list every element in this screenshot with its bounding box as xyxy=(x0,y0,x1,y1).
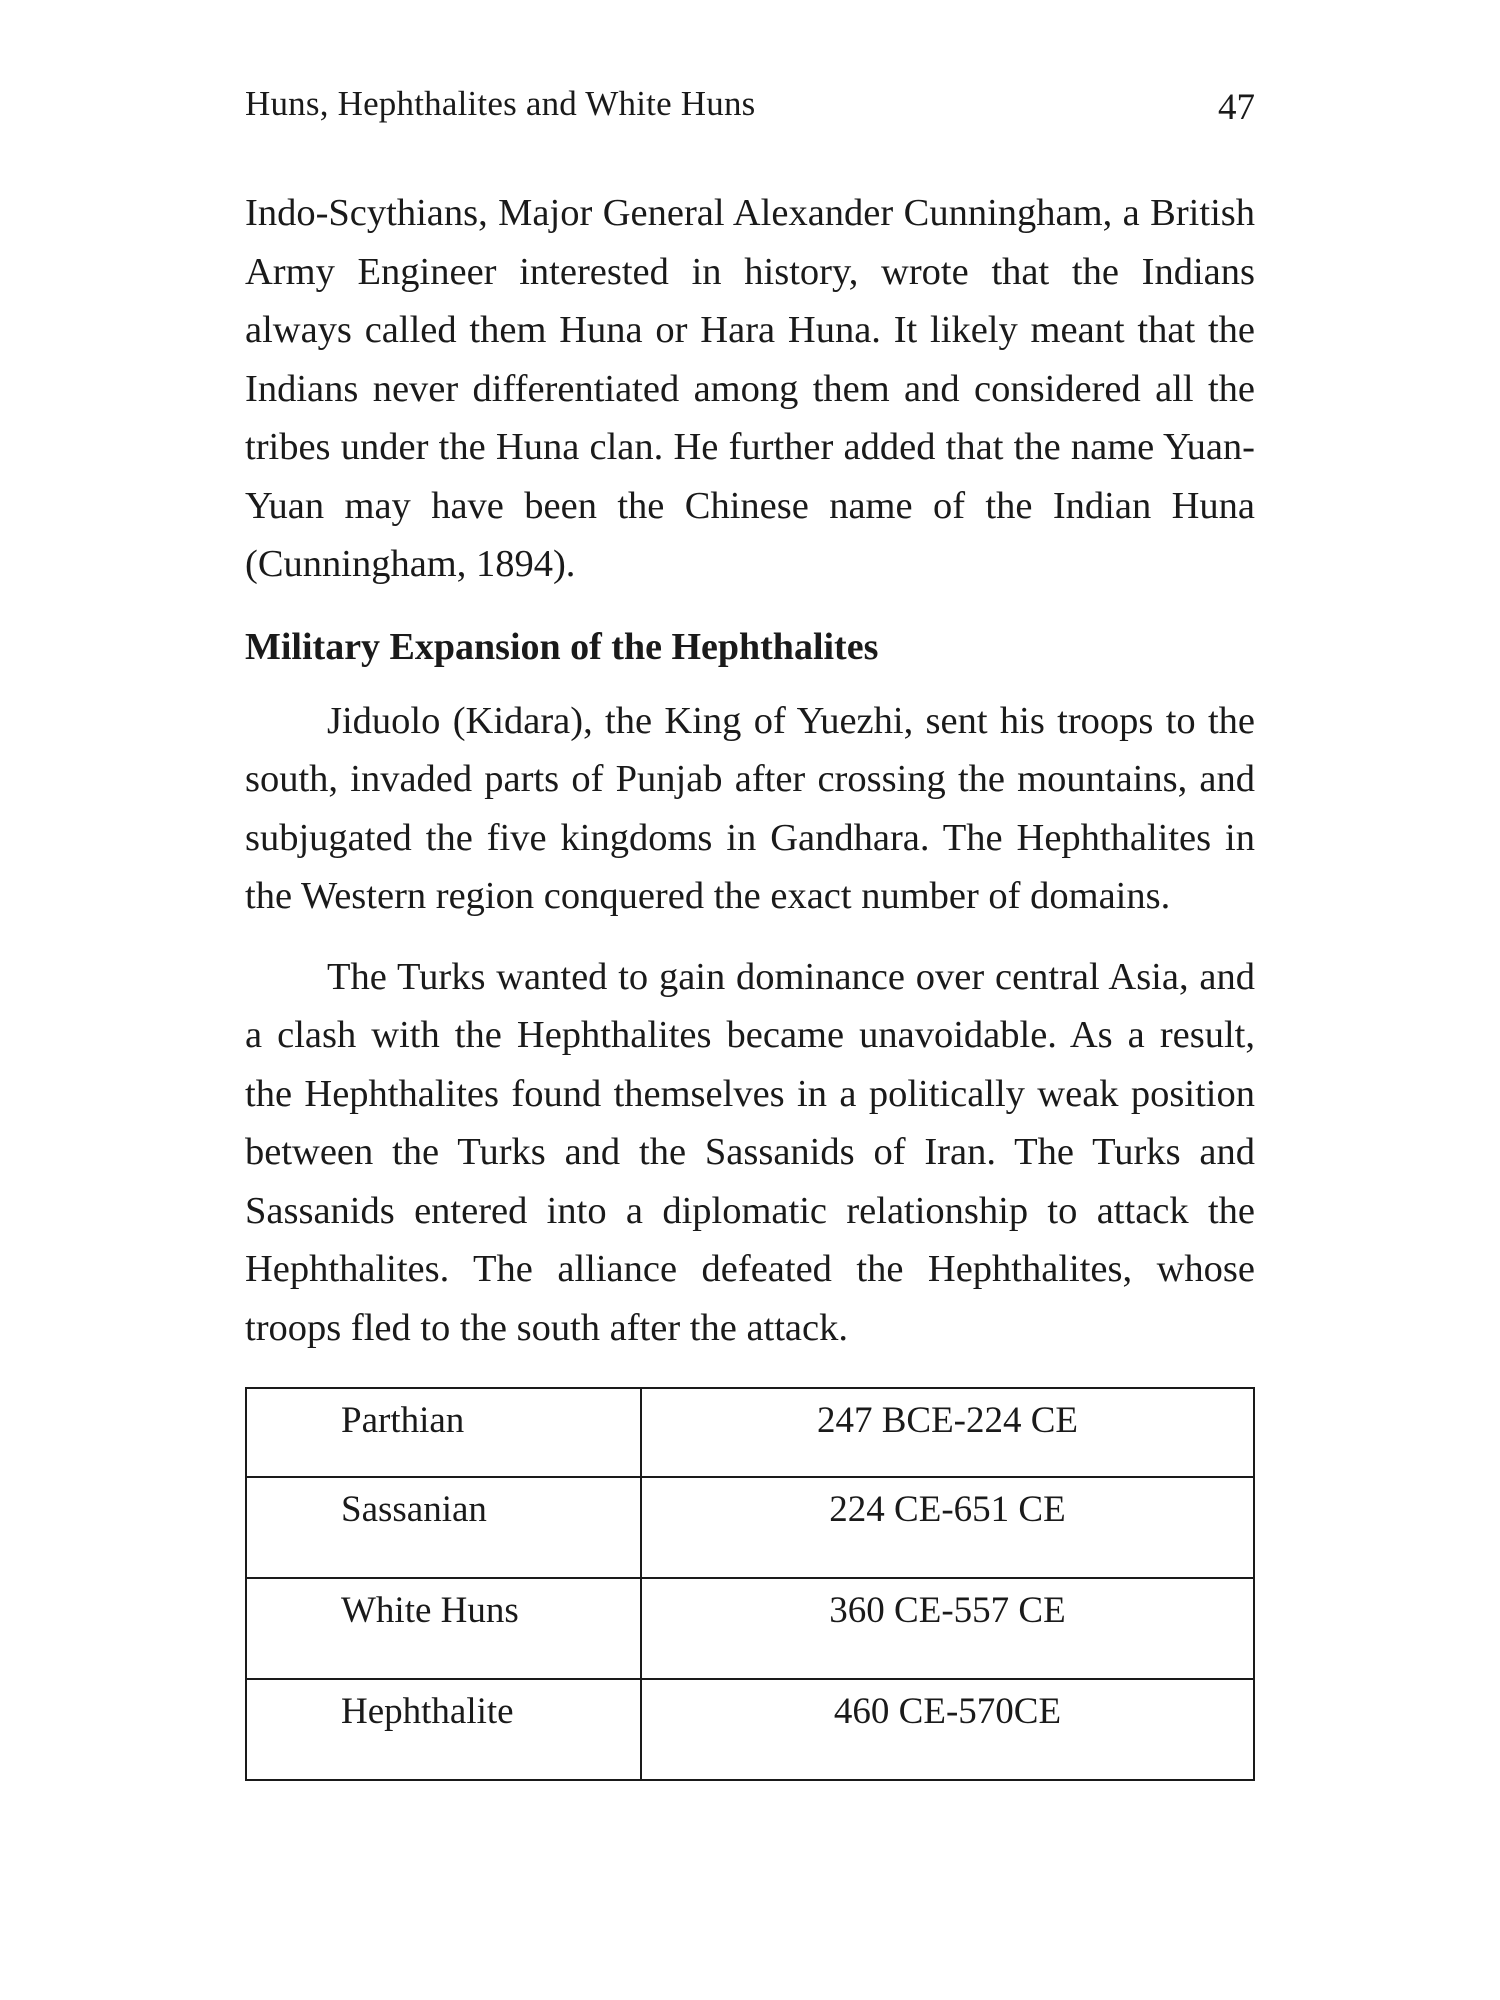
period-cell: Hephthalite xyxy=(246,1679,641,1780)
period-cell: Sassanian xyxy=(246,1477,641,1578)
dynasty-dates-table xyxy=(245,1387,1255,1781)
date-range-cell: 460 CE-570CE xyxy=(641,1679,1254,1780)
date-range-cell: 247 BCE-224 CE xyxy=(641,1388,1254,1477)
table-row xyxy=(246,1477,1254,1578)
paragraph-cunningham: Indo-Scythians, Major General Alexander Cunningham, a British Army Engineer interested in history, wrote that the Indians always called them Huna or Hara Huna. It likely meant that the Indians never differentiated among them and considered all the tribes under the Huna clan. He further added that the name Yuan-Yuan may have been the Chinese name of the Indian Huna (Cunningham, 1894). xyxy=(245,192,1255,585)
table-row xyxy=(246,1388,1254,1477)
page-number: 47 xyxy=(1218,87,1255,128)
date-range-cell: 360 CE-557 CE xyxy=(641,1578,1254,1679)
paragraph-spacer xyxy=(245,926,1255,948)
table-row xyxy=(246,1679,1254,1780)
period-cell: White Huns xyxy=(246,1578,641,1679)
period-cell: Parthian xyxy=(246,1388,641,1477)
book-page xyxy=(245,80,1255,1781)
paragraph-turks: The Turks wanted to gain dominance over central Asia, and a clash with the Hephthalites became unavoidable. As a result, the Hephthalites found themselves in a politically weak position between the Turks and the Sassanids of Iran. The Turks and Sassanids entered into a diplomatic relationship to attack the Hephthalites. The alliance defeated the Hephthalites, whose troops fled to the south after the attack. xyxy=(245,955,1255,1349)
table-row xyxy=(246,1578,1254,1679)
date-range-cell: 224 CE-651 CE xyxy=(641,1477,1254,1578)
running-title: Huns, Hephthalites and White Huns xyxy=(245,84,756,123)
section-heading: Military Expansion of the Hephthalites xyxy=(245,625,879,668)
paragraph-jiduolo: Jiduolo (Kidara), the King of Yuezhi, sent his troops to the south, invaded parts of Punjab after crossing the mountains, and subjugated the five kingdoms in Gandhara. The Hephthalites in the Western region conquered the exact number of domains. xyxy=(245,699,1255,917)
running-header xyxy=(245,80,1255,150)
